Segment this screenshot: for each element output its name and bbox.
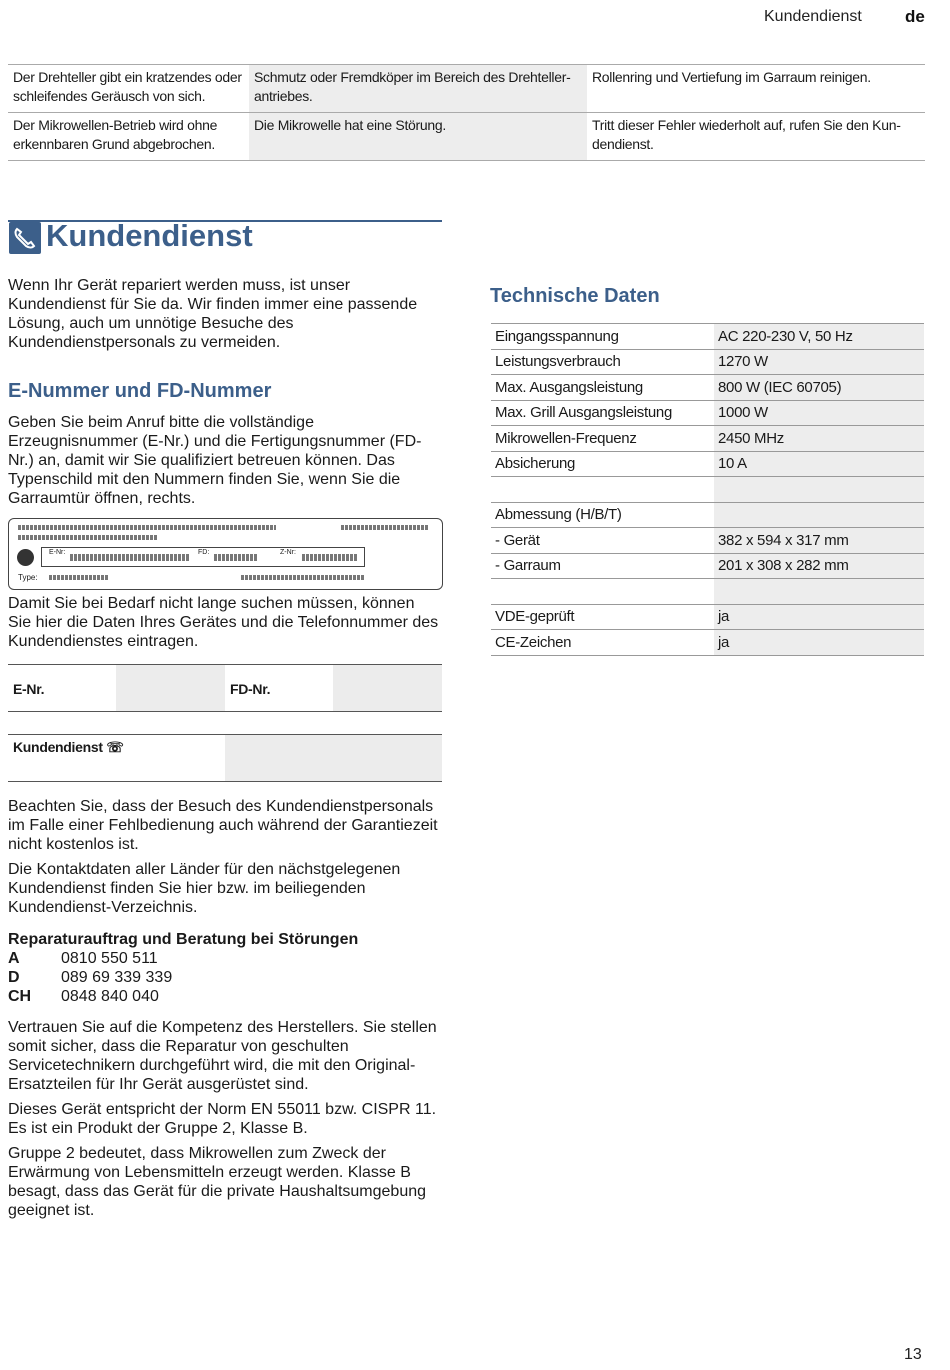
- group-paragraph: Gruppe 2 bedeutet, dass Mikrowellen zum Zweck der Erwärmung von Lebensmitteln erzeugt werden. Klasse B besagt, dass das Gerät für die private Haushaltsumgebung geeignet ist.: [8, 1145, 427, 1219]
- service-label: Kundendienst ☏: [13, 739, 124, 755]
- enr-entry-field[interactable]: [116, 665, 225, 711]
- tech-value: 1000 W: [714, 400, 924, 426]
- tech-key: CE-Zeichen: [491, 630, 714, 656]
- record-enr-fd: [8, 664, 442, 712]
- fd-entry-field[interactable]: [333, 665, 442, 711]
- note-paragraph: Damit Sie bei Bedarf nicht lange suchen müssen, können Sie hier die Daten Ihres Gerätes und die Telefonnummer des Kundendienstes eintragen.: [8, 595, 439, 650]
- tech-key: Absicherung: [491, 451, 714, 477]
- table-row: [491, 579, 924, 605]
- plate-znr-label: Z-Nr:: [280, 549, 296, 556]
- table-row: [8, 65, 925, 113]
- tech-key: Eingangsspannung: [491, 324, 714, 350]
- table-row: [491, 604, 924, 630]
- tech-value: [714, 502, 924, 528]
- plate-fd-label: FD:: [198, 549, 210, 556]
- cause-cell: Schmutz oder Fremdköper im Bereich des Drehteller-antriebes.: [249, 65, 587, 113]
- enr-paragraph: Geben Sie beim Anruf bitte die vollständige Erzeugnisnummer (E-Nr.) und die Fertigungsnummer (FD-Nr.) an, damit wir Sie qualifiziert betreuen können. Das Typenschild mit den Nummern finden Sie, wenn Sie die Garraumtür öffnen, rechts.: [8, 414, 422, 507]
- tech-key: Max. Ausgangsleistung: [491, 375, 714, 401]
- table-row: [491, 426, 924, 452]
- intro-paragraph: Wenn Ihr Gerät repariert werden muss, ist unser Kundendienst für Sie da. Wir finden immer eine passende Lösung, auch um unnötige Besuche des Kundendienstpersonals zu vermeiden.: [8, 277, 418, 351]
- phone-row-a: [8, 949, 440, 968]
- phone-number: 089 69 339 339: [61, 969, 173, 986]
- cause-cell: Die Mikrowelle hat eine Störung.: [249, 113, 587, 161]
- tech-key: - Gerät: [491, 528, 714, 554]
- remedy-cell: Tritt dieser Fehler wiederholt auf, rufen Sie den Kun-dendienst.: [587, 113, 925, 161]
- remedy-cell: Rollenring und Vertiefung im Garraum reinigen.: [587, 65, 925, 113]
- tech-value: ja: [714, 604, 924, 630]
- problem-cell: Der Mikrowellen-Betrieb wird ohne erkennbaren Grund abgebrochen.: [8, 113, 249, 161]
- type-plate-illustration: [8, 518, 443, 590]
- tech-key: Max. Grill Ausgangsleistung: [491, 400, 714, 426]
- tech-key: [491, 477, 714, 503]
- country-code: A: [8, 950, 20, 967]
- tech-key: Mikrowellen-Frequenz: [491, 426, 714, 452]
- phone-number: 0848 840 040: [61, 988, 159, 1005]
- running-header-section: Kundendienst: [764, 8, 862, 25]
- table-row: [491, 477, 924, 503]
- tech-value: 382 x 594 x 317 mm: [714, 528, 924, 554]
- problem-cell: Der Drehteller gibt ein kratzendes oder schleifendes Geräusch von sich.: [8, 65, 249, 113]
- fd-label: FD-Nr.: [230, 681, 271, 697]
- tech-value: AC 220-230 V, 50 Hz: [714, 324, 924, 350]
- tech-value: 2450 MHz: [714, 426, 924, 452]
- warranty-paragraph: Beachten Sie, dass der Besuch des Kundendienstpersonals im Falle einer Fehlbedienung auch während der Garantiezeit nicht kostenlos ist.: [8, 798, 438, 853]
- norm-paragraph: Dieses Gerät entspricht der Norm EN 55011 bzw. CISPR 11. Es ist ein Produkt der Gruppe 2, Klasse B.: [8, 1101, 437, 1137]
- plate-number-box: [41, 547, 365, 567]
- country-code: D: [8, 969, 20, 986]
- record-service: [8, 734, 442, 782]
- repair-heading: Reparaturauftrag und Beratung bei Störungen: [8, 931, 359, 948]
- tech-value: [714, 477, 924, 503]
- table-row: [491, 553, 924, 579]
- tech-key: Abmessung (H/B/T): [491, 502, 714, 528]
- tech-key: - Garraum: [491, 553, 714, 579]
- table-row: [491, 375, 924, 401]
- phone-row-d: [8, 968, 440, 987]
- country-code: CH: [8, 988, 32, 1005]
- table-row: [491, 502, 924, 528]
- tech-key: VDE-geprüft: [491, 604, 714, 630]
- service-entry-field[interactable]: [225, 735, 442, 781]
- tech-key: Leistungsverbrauch: [491, 349, 714, 375]
- tech-value: 10 A: [714, 451, 924, 477]
- table-row: [491, 451, 924, 477]
- table-row: [491, 400, 924, 426]
- enr-heading: E-Nummer und FD-Nummer: [8, 380, 272, 402]
- enr-label: E-Nr.: [13, 681, 45, 697]
- section-title: Kundendienst: [46, 218, 253, 253]
- phone-number: 0810 550 511: [61, 950, 158, 967]
- page-number: 13: [904, 1346, 922, 1363]
- table-row: [491, 349, 924, 375]
- phone-row-ch: [8, 987, 440, 1006]
- table-row: [8, 113, 925, 161]
- manufacturer-paragraph: Vertrauen Sie auf die Kompetenz des Herstellers. Sie stellen somit sicher, dass die Reparatur von geschulten Servicetechnikern durchgeführt wird, die mit den Original-Ersatzteilen für Ihr Gerät ausgerüstet sind.: [8, 1019, 437, 1093]
- plate-type-label: Type:: [18, 573, 38, 582]
- tech-value: 201 x 308 x 282 mm: [714, 553, 924, 579]
- tech-data-table: [491, 323, 924, 656]
- contact-paragraph: Die Kontaktdaten aller Länder für den nächstgelegenen Kundendienst finden Sie hier bzw. im beiliegenden Kundendienst-Verzeichnis.: [8, 861, 401, 916]
- repair-block: [8, 930, 440, 1006]
- tech-key: [491, 579, 714, 605]
- phone-handset-icon: [9, 222, 41, 254]
- table-row: [491, 324, 924, 350]
- plate-enr-label: E-Nr:: [49, 549, 66, 556]
- table-row: [491, 630, 924, 656]
- table-row: [491, 528, 924, 554]
- tech-value: [714, 579, 924, 605]
- plate-logo-icon: [17, 549, 34, 566]
- running-header-language: de: [905, 7, 925, 26]
- tech-value: ja: [714, 630, 924, 656]
- troubleshooting-table: [8, 64, 925, 161]
- tech-value: 800 W (IEC 60705): [714, 375, 924, 401]
- tech-heading: Technische Daten: [490, 285, 660, 307]
- tech-value: 1270 W: [714, 349, 924, 375]
